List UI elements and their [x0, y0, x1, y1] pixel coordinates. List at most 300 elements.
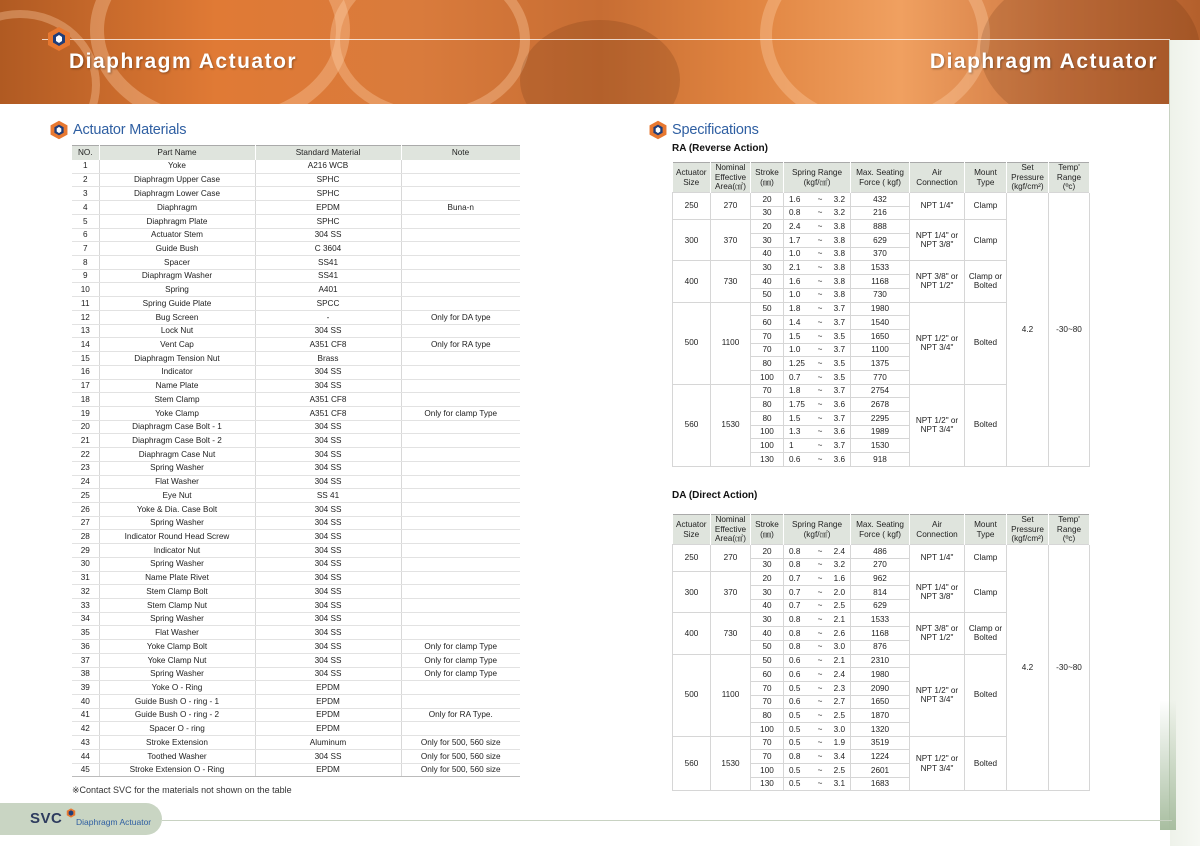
table-cell: SPHC — [255, 173, 401, 187]
seating-force-cell: 1533 — [851, 613, 910, 627]
table-cell: 28 — [72, 530, 99, 544]
spring-range-cell: 0.7 ~ 2.0 — [784, 586, 851, 600]
spring-range-high: 1.9 — [833, 738, 845, 748]
spring-range-high: 3.5 — [833, 372, 845, 382]
spring-range-cell: 0.8 ~ 2.4 — [784, 545, 851, 559]
table-cell: 18 — [72, 393, 99, 407]
table-cell: Only for RA type — [401, 338, 520, 352]
spring-range-cell: 0.6 ~ 3.6 — [784, 453, 851, 467]
spring-range-cell: 1.6 ~ 3.8 — [784, 275, 851, 289]
table-cell: 4 — [72, 201, 99, 215]
seating-force-cell: 888 — [851, 220, 910, 234]
table-cell: 29 — [72, 544, 99, 558]
table-cell — [401, 283, 520, 297]
spring-range-high: 3.6 — [833, 427, 845, 437]
table-row — [72, 599, 520, 613]
table-row — [72, 626, 520, 640]
stroke-cell: 40 — [751, 275, 784, 289]
table-cell: Spring — [99, 283, 255, 297]
table-cell: 43 — [72, 736, 99, 750]
table-cell: 10 — [72, 283, 99, 297]
table-cell: Only for 500, 560 size — [401, 749, 520, 763]
table-cell — [401, 571, 520, 585]
table-cell: Guide Bush O - ring - 2 — [99, 708, 255, 722]
seating-force-cell: 962 — [851, 572, 910, 586]
spring-range-high: 2.6 — [833, 628, 845, 638]
spring-range-high: 3.5 — [833, 358, 845, 368]
table-cell — [401, 516, 520, 530]
table-cell: Guide Bush — [99, 242, 255, 256]
table-cell: A351 CF8 — [255, 406, 401, 420]
spring-range-low: 1.8 — [789, 386, 801, 396]
air-connection-cell: NPT 1/2" or NPT 3/4" — [910, 736, 965, 791]
spring-range-high: 2.0 — [833, 587, 845, 597]
table-row — [72, 338, 520, 352]
table-cell — [401, 489, 520, 503]
spring-range-low: 0.7 — [789, 587, 801, 597]
materials-footnote: ※Contact SVC for the materials not shown on the table — [72, 785, 292, 795]
spec-col-header: Mount Type — [965, 515, 1007, 545]
stroke-cell: 100 — [751, 722, 784, 736]
table-row — [72, 406, 520, 420]
table-cell: Aluminum — [255, 736, 401, 750]
seating-force-cell: 629 — [851, 599, 910, 613]
table-cell: Actuator Stem — [99, 228, 255, 242]
header-title-left: Diaphragm Actuator — [69, 50, 298, 73]
table-cell: Yoke O - Ring — [99, 681, 255, 695]
actuator-size-cell: 300 — [673, 572, 711, 613]
spring-range-cell: 1.0 ~ 3.8 — [784, 247, 851, 261]
table-cell: Diaphragm Case Bolt - 2 — [99, 434, 255, 448]
table-cell: Only for DA type — [401, 310, 520, 324]
table-row — [72, 722, 520, 736]
actuator-size-cell: 400 — [673, 613, 711, 654]
spring-range-low: 1.25 — [789, 358, 805, 368]
mount-type-cell: Clamp or Bolted — [965, 261, 1007, 302]
spec-col-header: Temp' Range (ºc) — [1049, 515, 1090, 545]
table-row — [72, 612, 520, 626]
table-cell: 31 — [72, 571, 99, 585]
seating-force-cell: 1168 — [851, 275, 910, 289]
table-row — [72, 283, 520, 297]
table-row — [72, 708, 520, 722]
stroke-cell: 130 — [751, 453, 784, 467]
table-cell: Indicator — [99, 365, 255, 379]
table-row — [673, 193, 1090, 207]
table-cell — [401, 393, 520, 407]
spec-col-header: Spring Range (kgf/㎠) — [784, 515, 851, 545]
stroke-cell: 30 — [751, 261, 784, 275]
table-cell: Buna-n — [401, 201, 520, 215]
table-cell: 304 SS — [255, 653, 401, 667]
seating-force-cell: 1224 — [851, 750, 910, 764]
spring-range-cell: 0.8 ~ 2.6 — [784, 627, 851, 641]
spec-col-header: Temp' Range (ºc) — [1049, 163, 1090, 193]
table-cell — [401, 557, 520, 571]
table-cell — [401, 160, 520, 174]
spring-range-high: 3.8 — [833, 276, 845, 286]
spring-range-low: 0.8 — [789, 615, 801, 625]
table-row — [72, 352, 520, 366]
stroke-cell: 70 — [751, 343, 784, 357]
spring-range-high: 3.6 — [833, 399, 845, 409]
spring-range-cell: 0.8 ~ 3.2 — [784, 558, 851, 572]
table-row — [72, 187, 520, 201]
table-cell: Yoke Clamp — [99, 406, 255, 420]
spring-range-low: 0.8 — [789, 546, 801, 556]
stroke-cell: 40 — [751, 247, 784, 261]
table-row — [72, 310, 520, 324]
materials-col-header: Note — [401, 146, 520, 160]
seating-force-cell: 1980 — [851, 668, 910, 682]
table-cell: 11 — [72, 297, 99, 311]
table-cell: Only for RA Type. — [401, 708, 520, 722]
set-pressure-cell: 4.2 — [1007, 545, 1049, 791]
table-cell: EPDM — [255, 201, 401, 215]
table-cell: 25 — [72, 489, 99, 503]
stroke-cell: 70 — [751, 384, 784, 398]
table-cell: 27 — [72, 516, 99, 530]
table-cell: 38 — [72, 667, 99, 681]
table-cell — [401, 420, 520, 434]
table-cell: SS41 — [255, 256, 401, 270]
seating-force-cell: 2678 — [851, 398, 910, 412]
table-row — [72, 201, 520, 215]
table-cell: 33 — [72, 599, 99, 613]
effective-area-cell: 370 — [711, 220, 751, 261]
spring-range-high: 3.1 — [833, 779, 845, 789]
table-row — [72, 475, 520, 489]
stroke-cell: 70 — [751, 681, 784, 695]
table-cell: 22 — [72, 448, 99, 462]
spring-range-low: 1 — [789, 441, 794, 450]
table-cell: 16 — [72, 365, 99, 379]
spring-range-cell: 1.8 ~ 3.7 — [784, 384, 851, 398]
spring-range-cell: 0.8 ~ 2.1 — [784, 613, 851, 627]
actuator-size-cell: 250 — [673, 545, 711, 572]
spring-range-high: 2.1 — [833, 615, 845, 625]
table-cell: 304 SS — [255, 448, 401, 462]
table-cell: 304 SS — [255, 516, 401, 530]
spring-range-low: 0.5 — [789, 683, 801, 693]
table-cell — [401, 544, 520, 558]
stroke-cell: 50 — [751, 302, 784, 316]
table-cell: 304 SS — [255, 475, 401, 489]
stroke-cell: 60 — [751, 668, 784, 682]
table-cell: Diaphragm Case Bolt - 1 — [99, 420, 255, 434]
spring-range-high: 2.3 — [833, 683, 845, 693]
seating-force-cell: 1375 — [851, 357, 910, 371]
table-cell: 304 SS — [255, 420, 401, 434]
stroke-cell: 80 — [751, 398, 784, 412]
spring-range-cell: 1.6 ~ 3.2 — [784, 193, 851, 207]
table-cell: 304 SS — [255, 530, 401, 544]
table-cell: Diaphragm Washer — [99, 269, 255, 283]
table-cell: 304 SS — [255, 461, 401, 475]
table-cell — [401, 173, 520, 187]
spring-range-high: 3.7 — [833, 345, 845, 355]
table-cell: Stroke Extension O - Ring — [99, 763, 255, 777]
table-cell: 304 SS — [255, 585, 401, 599]
seating-force-cell: 770 — [851, 370, 910, 384]
spring-range-cell: 0.7 ~ 2.5 — [784, 599, 851, 613]
table-cell — [401, 612, 520, 626]
footer-subtitle: Diaphragm Actuator — [76, 817, 152, 827]
seating-force-cell: 270 — [851, 558, 910, 572]
stroke-cell: 100 — [751, 370, 784, 384]
table-cell — [401, 324, 520, 338]
table-cell: 6 — [72, 228, 99, 242]
table-cell: Spacer O - ring — [99, 722, 255, 736]
table-cell: SPHC — [255, 214, 401, 228]
spec-col-header: Air Connection — [910, 515, 965, 545]
table-row — [72, 160, 520, 174]
stroke-cell: 30 — [751, 586, 784, 600]
table-row — [72, 420, 520, 434]
table-row — [72, 736, 520, 750]
air-connection-cell: NPT 1/2" or NPT 3/4" — [910, 654, 965, 736]
spring-range-high: 1.6 — [833, 574, 845, 583]
spring-range-cell: 1 ~ 3.7 — [784, 439, 851, 453]
temp-range-cell: -30~80 — [1049, 193, 1090, 467]
set-pressure-cell: 4.2 — [1007, 193, 1049, 467]
table-cell: EPDM — [255, 763, 401, 777]
table-cell: Diaphragm Tension Nut — [99, 352, 255, 366]
footer-brand: SVC — [30, 810, 63, 827]
spec-col-header: Max. Seating Force ( kgf) — [851, 163, 910, 193]
table-cell: Only for clamp Type — [401, 406, 520, 420]
spring-range-high: 3.0 — [833, 642, 845, 652]
stroke-cell: 100 — [751, 764, 784, 778]
table-cell — [401, 695, 520, 709]
table-row — [72, 393, 520, 407]
air-connection-cell: NPT 3/8" or NPT 1/2" — [910, 613, 965, 654]
table-row — [72, 516, 520, 530]
spec-col-header: Air Connection — [910, 163, 965, 193]
spring-range-low: 0.7 — [789, 372, 801, 382]
spring-range-low: 1.0 — [789, 345, 801, 355]
stroke-cell: 80 — [751, 709, 784, 723]
seating-force-cell: 486 — [851, 545, 910, 559]
stroke-cell: 40 — [751, 627, 784, 641]
table-cell — [401, 599, 520, 613]
stroke-cell: 70 — [751, 736, 784, 750]
effective-area-cell: 730 — [711, 261, 751, 302]
spring-range-high: 2.4 — [833, 546, 845, 556]
table-cell: A216 WCB — [255, 160, 401, 174]
spring-range-high: 3.5 — [833, 331, 845, 341]
actuator-size-cell: 500 — [673, 654, 711, 736]
spring-range-cell: 1.5 ~ 3.5 — [784, 329, 851, 343]
spring-range-low: 2.4 — [789, 222, 801, 231]
table-cell: 42 — [72, 722, 99, 736]
table-row — [72, 228, 520, 242]
spring-range-cell: 0.5 ~ 1.9 — [784, 736, 851, 750]
stroke-cell: 20 — [751, 193, 784, 207]
table-cell — [401, 681, 520, 695]
table-cell — [401, 626, 520, 640]
table-row — [72, 324, 520, 338]
table-cell: 304 SS — [255, 599, 401, 613]
table-cell — [401, 502, 520, 516]
actuator-size-cell: 560 — [673, 736, 711, 791]
table-cell: Stem Clamp — [99, 393, 255, 407]
table-cell: Only for clamp Type — [401, 640, 520, 654]
table-cell: 35 — [72, 626, 99, 640]
mount-type-cell: Clamp — [965, 193, 1007, 220]
table-cell — [401, 242, 520, 256]
table-cell: Spring Guide Plate — [99, 297, 255, 311]
table-cell: 21 — [72, 434, 99, 448]
spring-range-high: 3.6 — [833, 454, 845, 464]
table-cell: 304 SS — [255, 434, 401, 448]
spring-range-high: 3.8 — [833, 235, 845, 245]
seating-force-cell: 730 — [851, 288, 910, 302]
stroke-cell: 70 — [751, 750, 784, 764]
spring-range-high: 3.0 — [833, 724, 845, 734]
spring-range-cell: 0.5 ~ 2.5 — [784, 764, 851, 778]
table-row — [72, 269, 520, 283]
table-cell: 37 — [72, 653, 99, 667]
footer-logo-icon — [66, 805, 76, 823]
materials-col-header: NO. — [72, 146, 99, 160]
table-cell: 12 — [72, 310, 99, 324]
table-row — [72, 667, 520, 681]
table-cell: 5 — [72, 214, 99, 228]
spring-range-low: 0.6 — [789, 454, 801, 464]
table-cell — [401, 214, 520, 228]
table-cell: 26 — [72, 502, 99, 516]
table-cell: 17 — [72, 379, 99, 393]
table-cell — [401, 256, 520, 270]
stroke-cell: 80 — [751, 412, 784, 426]
seating-force-cell: 2754 — [851, 384, 910, 398]
spring-range-cell: 0.6 ~ 2.4 — [784, 668, 851, 682]
spring-range-low: 1.8 — [789, 304, 801, 314]
table-cell: 41 — [72, 708, 99, 722]
air-connection-cell: NPT 1/2" or NPT 3/4" — [910, 302, 965, 384]
materials-table — [72, 145, 521, 777]
spring-range-low: 0.8 — [789, 560, 801, 570]
table-cell: Diaphragm — [99, 201, 255, 215]
actuator-size-cell: 400 — [673, 261, 711, 302]
spring-range-cell: 1.0 ~ 3.7 — [784, 343, 851, 357]
table-cell — [401, 187, 520, 201]
table-row — [72, 530, 520, 544]
mount-type-cell: Bolted — [965, 384, 1007, 466]
spec-col-header: Actuator Size — [673, 515, 711, 545]
table-row — [72, 557, 520, 571]
spec-col-header: Nominal Effective Area(㎠) — [711, 163, 751, 193]
effective-area-cell: 270 — [711, 545, 751, 572]
spring-range-cell: 0.8 ~ 3.2 — [784, 206, 851, 220]
table-cell — [401, 475, 520, 489]
table-row — [72, 653, 520, 667]
spring-range-high: 2.7 — [833, 697, 845, 707]
spring-range-cell: 1.75 ~ 3.6 — [784, 398, 851, 412]
table-cell: 36 — [72, 640, 99, 654]
seating-force-cell: 2090 — [851, 681, 910, 695]
stroke-cell: 20 — [751, 220, 784, 234]
spec-col-header: Set Pressure (kgf/cm²) — [1007, 515, 1049, 545]
spring-range-high: 3.8 — [833, 290, 845, 300]
table-row — [72, 365, 520, 379]
stroke-cell: 100 — [751, 425, 784, 439]
seating-force-cell: 432 — [851, 193, 910, 207]
spring-range-cell: 1.25 ~ 3.5 — [784, 357, 851, 371]
table-cell: 2 — [72, 173, 99, 187]
table-cell — [401, 269, 520, 283]
materials-col-header: Part Name — [99, 146, 255, 160]
spring-range-high: 3.8 — [833, 249, 845, 259]
stroke-cell: 40 — [751, 599, 784, 613]
table-cell: Spring Washer — [99, 667, 255, 681]
table-cell: Indicator Nut — [99, 544, 255, 558]
spring-range-high: 2.5 — [833, 601, 845, 611]
spring-range-low: 0.6 — [789, 669, 801, 679]
table-cell: 304 SS — [255, 557, 401, 571]
air-connection-cell: NPT 3/8" or NPT 1/2" — [910, 261, 965, 302]
effective-area-cell: 1530 — [711, 384, 751, 466]
table-cell: Diaphragm Upper Case — [99, 173, 255, 187]
table-cell: Name Plate — [99, 379, 255, 393]
seating-force-cell: 1533 — [851, 261, 910, 275]
spring-range-high: 2.4 — [833, 669, 845, 679]
da-spec-table — [672, 514, 1090, 791]
table-cell: SPCC — [255, 297, 401, 311]
effective-area-cell: 370 — [711, 572, 751, 613]
seating-force-cell: 1989 — [851, 425, 910, 439]
table-cell: Lock Nut — [99, 324, 255, 338]
spring-range-low: 1.5 — [789, 331, 801, 341]
stroke-cell: 50 — [751, 288, 784, 302]
table-row — [72, 242, 520, 256]
da-table-title: DA (Direct Action) — [672, 490, 758, 501]
table-cell: Eye Nut — [99, 489, 255, 503]
table-row — [72, 681, 520, 695]
table-cell: 13 — [72, 324, 99, 338]
air-connection-cell: NPT 1/4" or NPT 3/8" — [910, 220, 965, 261]
table-cell: Diaphragm Case Nut — [99, 448, 255, 462]
table-row — [72, 434, 520, 448]
spring-range-high: 3.8 — [833, 263, 845, 273]
header-rule — [42, 39, 1170, 40]
table-row — [72, 448, 520, 462]
table-cell — [401, 434, 520, 448]
table-cell — [401, 297, 520, 311]
spring-range-high: 3.7 — [833, 304, 845, 314]
effective-area-cell: 1530 — [711, 736, 751, 791]
table-cell: 20 — [72, 420, 99, 434]
table-cell: SPHC — [255, 187, 401, 201]
table-cell: 304 SS — [255, 365, 401, 379]
spring-range-cell: 1.7 ~ 3.8 — [784, 234, 851, 248]
seating-force-cell: 1320 — [851, 722, 910, 736]
table-row — [72, 640, 520, 654]
table-cell — [401, 585, 520, 599]
spring-range-high: 3.8 — [833, 222, 845, 231]
spring-range-high: 3.4 — [833, 751, 845, 761]
spring-range-low: 0.8 — [789, 642, 801, 652]
stroke-cell: 50 — [751, 654, 784, 668]
table-cell — [401, 228, 520, 242]
table-row — [72, 173, 520, 187]
table-cell: 32 — [72, 585, 99, 599]
table-cell: EPDM — [255, 722, 401, 736]
table-row — [72, 379, 520, 393]
table-cell — [401, 352, 520, 366]
spring-range-low: 0.8 — [789, 628, 801, 638]
